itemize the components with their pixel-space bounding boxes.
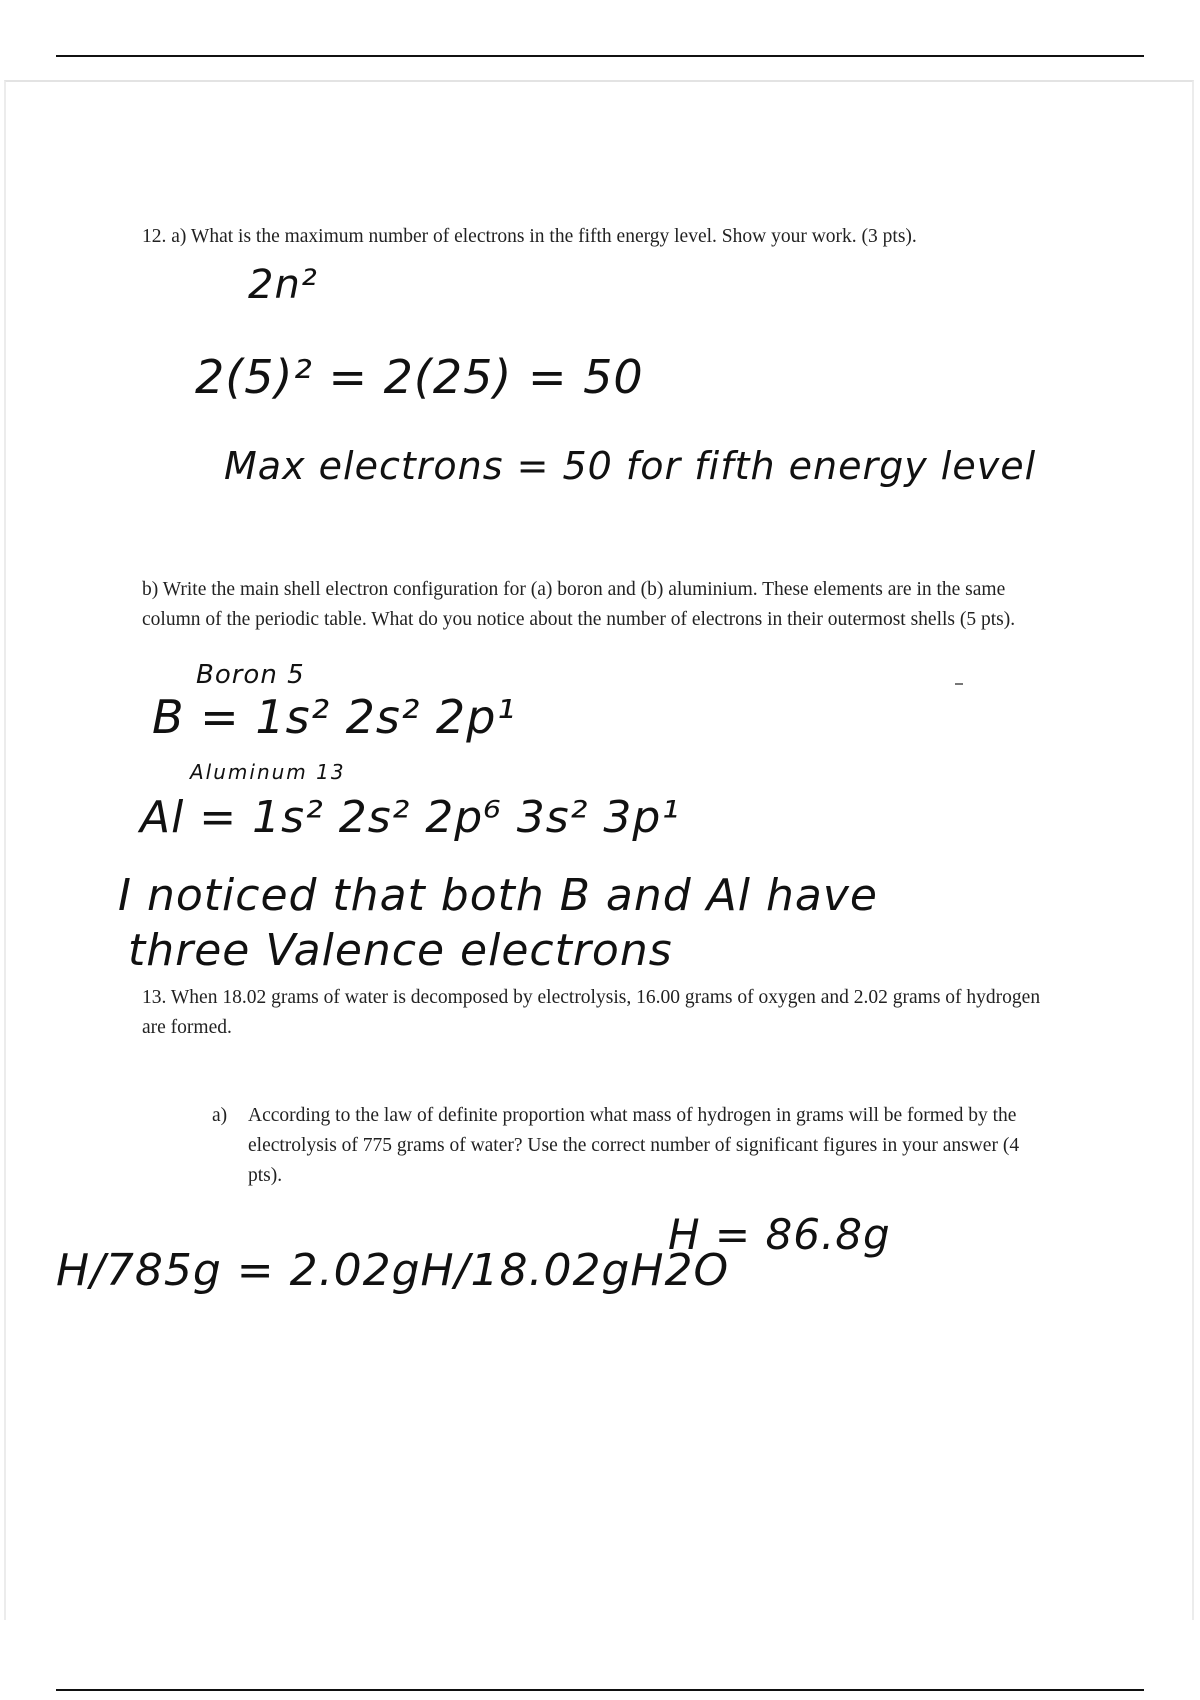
question-13a-marker: a) <box>212 1105 228 1126</box>
handwritten-boron-label: Boron 5 <box>196 660 305 690</box>
handwritten-observation-line-2: three Valence electrons <box>128 925 673 976</box>
handwritten-hydrogen-equation: H/785g = 2.02gH/18.02gH2O <box>56 1245 730 1296</box>
handwritten-hydrogen-result: H = 86.8g <box>668 1210 891 1259</box>
question-12b-text: b) Write the main shell electron configuration for (a) boron and (b) aluminium. These elements are in the same column of the periodic table. What do you notice about the number of electrons in their outermost shells (5 pts). <box>142 579 1016 630</box>
top-rule <box>56 55 1144 57</box>
question-13-text: 13. When 18.02 grams of water is decomposed by electrolysis, 16.00 grams of oxygen and 2.02 grams of hydrogen are formed. <box>142 987 1041 1038</box>
handwritten-calculation: 2(5)² = 2(25) = 50 <box>195 350 644 404</box>
handwritten-aluminum-config: Al = 1s² 2s² 2p⁶ 3s² 3p¹ <box>140 792 680 843</box>
question-13a-text: According to the law of definite proportion what mass of hydrogen in grams will be formed by the electrolysis of 775 grams of water? Use the correct number of significant figures in your answer (4 pts). <box>248 1105 1020 1186</box>
bottom-rule <box>56 1689 1144 1691</box>
question-12a-text: 12. a) What is the maximum number of electrons in the fifth energy level. Show your work. (3 pts). <box>142 226 917 247</box>
handwritten-aluminum-label: Aluminum 13 <box>190 760 346 784</box>
handwritten-formula: 2n² <box>248 262 318 308</box>
handwritten-boron-config: B = 1s² 2s² 2p¹ <box>152 690 516 744</box>
worksheet-page <box>4 80 1194 1620</box>
handwritten-observation-line-1: I noticed that both B and Al have <box>118 870 878 921</box>
stray-mark <box>955 683 963 685</box>
handwritten-conclusion: Max electrons = 50 for fifth energy level <box>224 444 1037 488</box>
